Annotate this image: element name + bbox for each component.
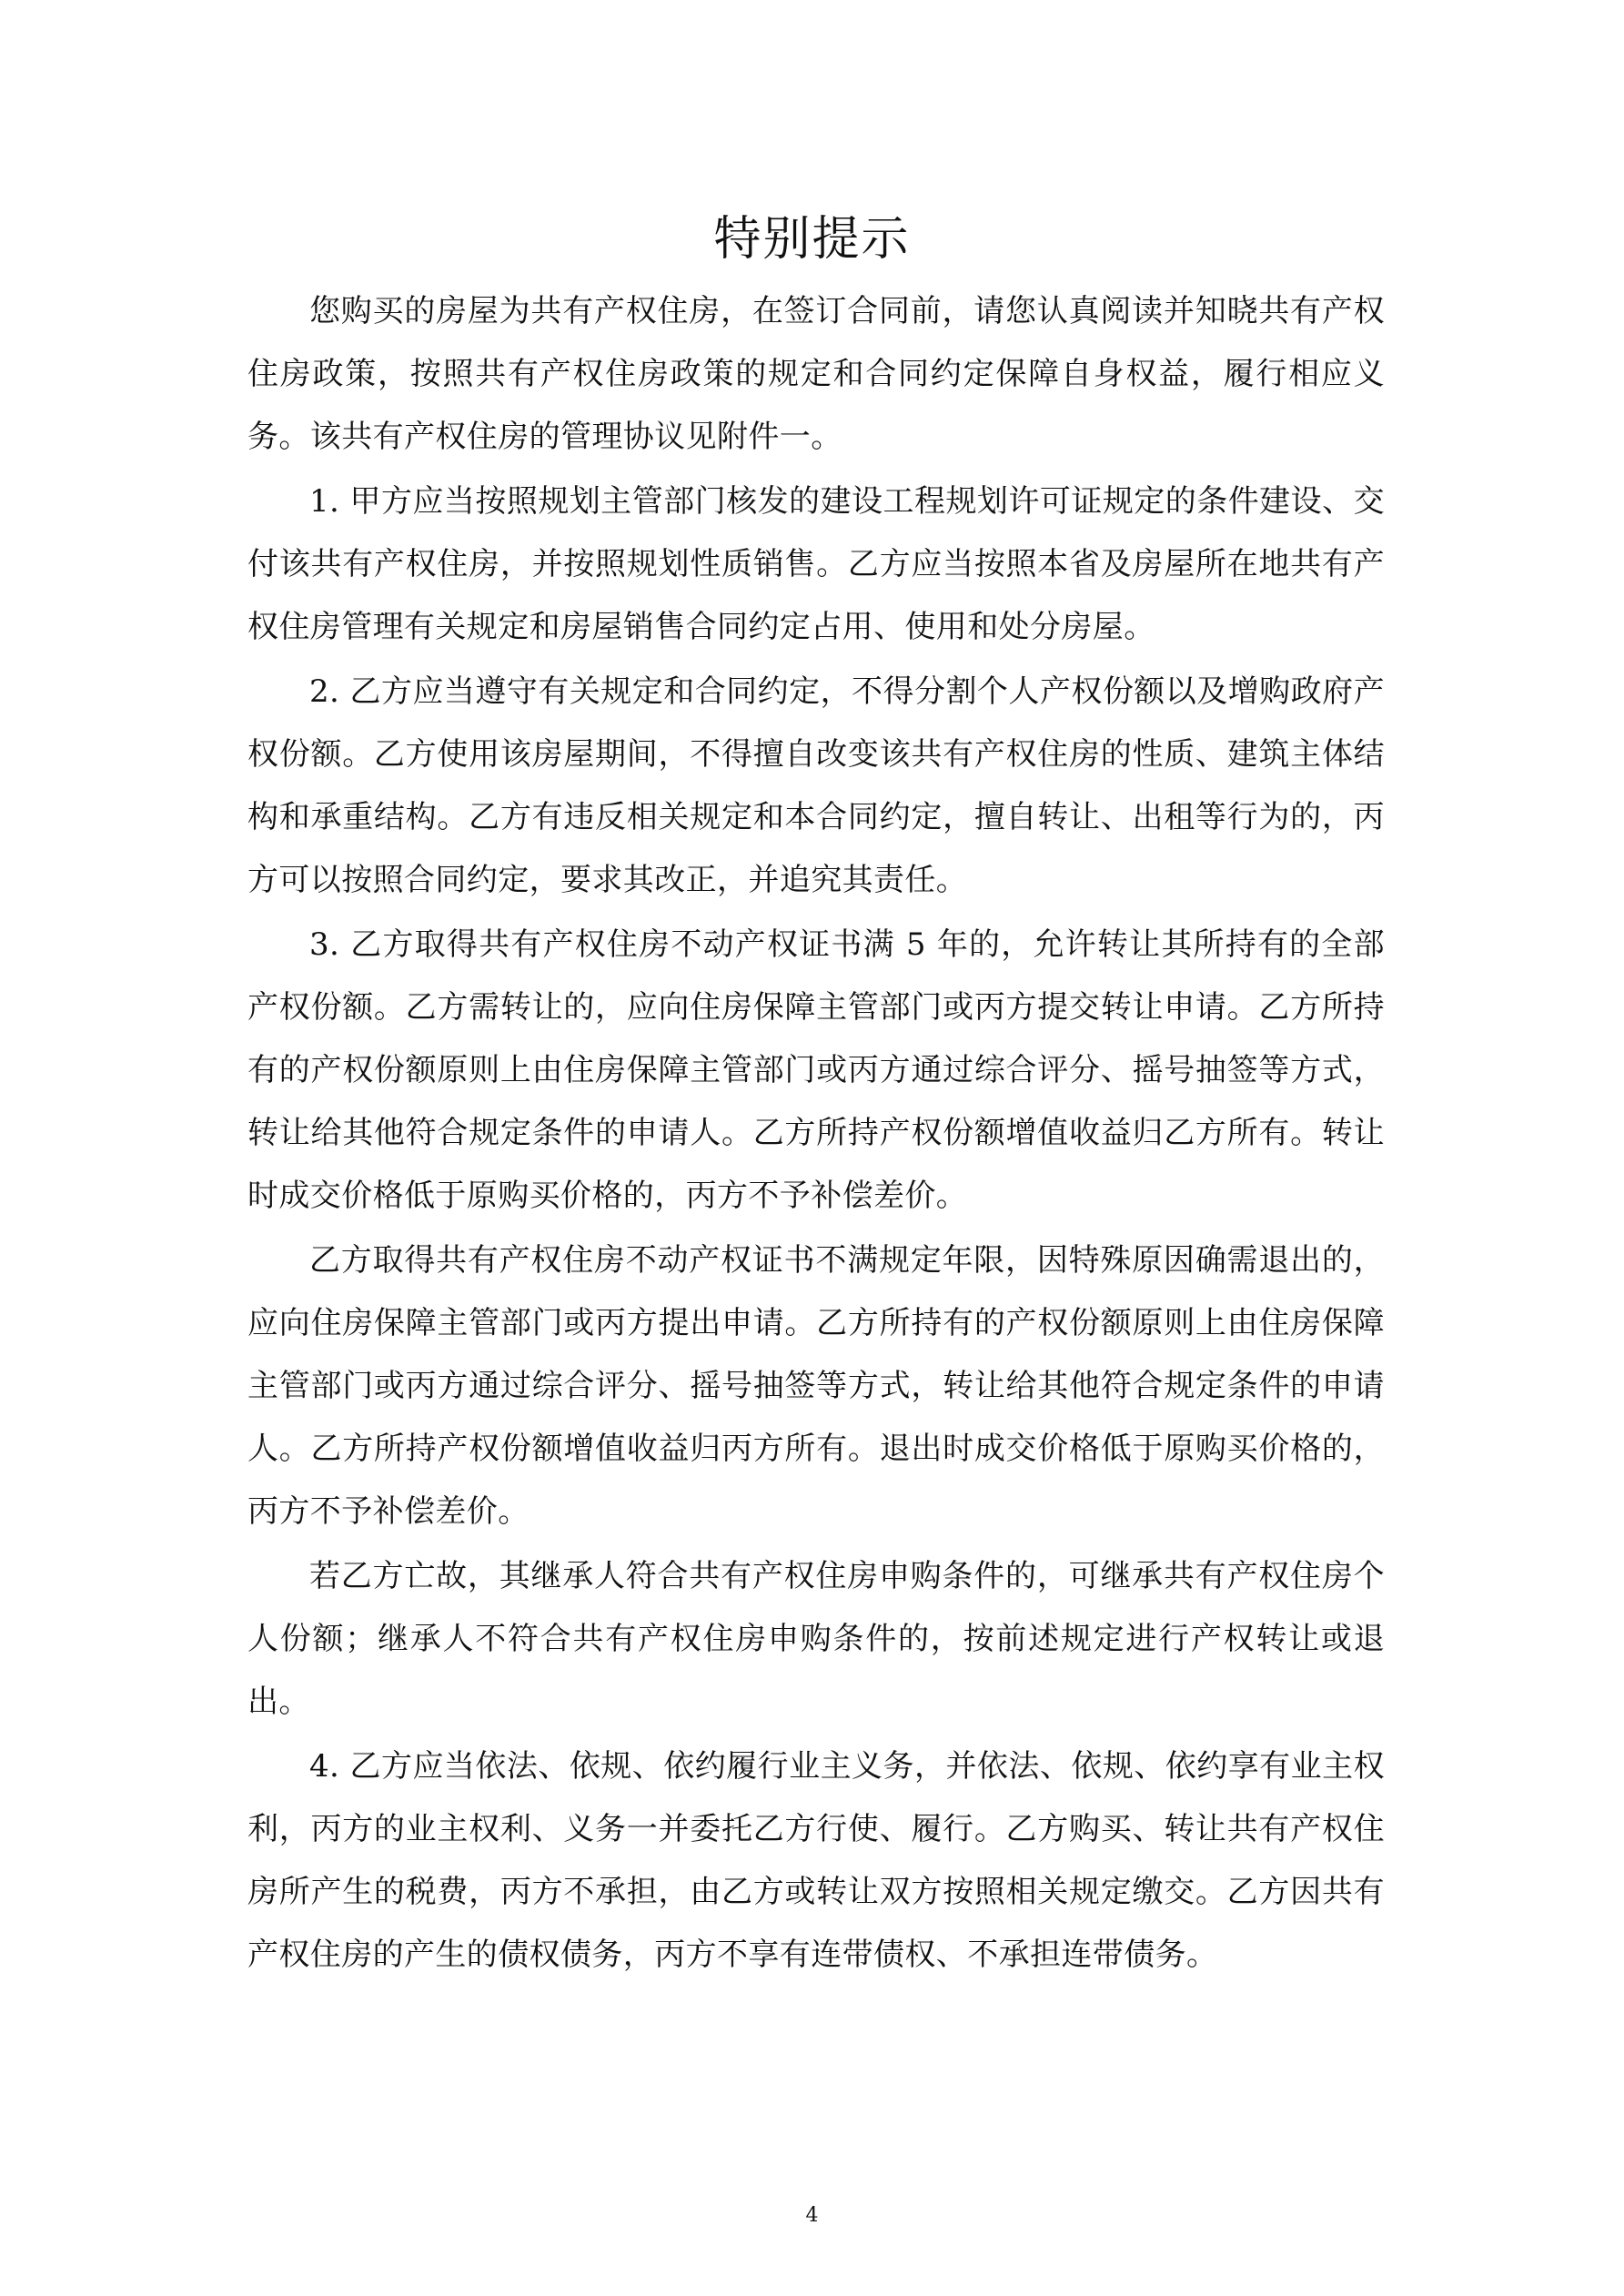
clause-4-paragraph: 4. 乙方应当依法、依规、依约履行业主义务，并依法、依规、依约享有业主权利，丙方的业主权利、义务一并委托乙方行使、履行。乙方购买、转让共有产权住房所产生的税费，丙方不承担，由乙方或转让双方按照相关规定缴交。乙方因共有产权住房的产生的债权债务，丙方不享有连带债权、不承担连带债务。 <box>247 1748 1385 1973</box>
page-number: 4 <box>805 2204 819 2227</box>
clause-1-paragraph: 1. 甲方应当按照规划主管部门核发的建设工程规划许可证规定的条件建设、交付该共有产权住房，并按照规划性质销售。乙方应当按照本省及房屋所在地共有产权住房管理有关规定和房屋销售合同约定占用、使用和处分房屋。 <box>247 483 1385 645</box>
early-exit-paragraph: 乙方取得共有产权住房不动产权证书不满规定年限，因特殊原因确需退出的，应向住房保障主管部门或丙方提出申请。乙方所持有的产权份额原则上由住房保障主管部门或丙方通过综合评分、摇号抽签等方式，转让给其他符合规定条件的申请人。乙方所持产权份额增值收益归丙方所有。退出时成交价格低于原购买价格的，丙方不予补偿差价。 <box>247 1242 1385 1530</box>
clause-3-paragraph: 3. 乙方取得共有产权住房不动产权证书满 5 年的，允许转让其所持有的全部产权份额。乙方需转让的，应向住房保障主管部门或丙方提交转让申请。乙方所持有的产权份额原则上由住房保障主管部门或丙方通过综合评分、摇号抽签等方式，转让给其他符合规定条件的申请人。乙方所持产权份额增值收益归乙方所有。转让时成交价格低于原购买价格的，丙方不予补偿差价。 <box>247 926 1385 1214</box>
page-title: 特别提示 <box>713 212 911 267</box>
clause-2-paragraph: 2. 乙方应当遵守有关规定和合同约定，不得分割个人产权份额以及增购政府产权份额。乙方使用该房屋期间，不得擅自改变该共有产权住房的性质、建筑主体结构和承重结构。乙方有违反相关规定和本合同约定，擅自转让、出租等行为的，丙方可以按照合同约定，要求其改正，并追究其责任。 <box>247 673 1385 898</box>
document-body <box>247 280 1385 1987</box>
inheritance-paragraph: 若乙方亡故，其继承人符合共有产权住房申购条件的，可继承共有产权住房个人份额；继承人不符合共有产权住房申购条件的，按前述规定进行产权转让或退出。 <box>247 1558 1385 1720</box>
intro-paragraph: 您购买的房屋为共有产权住房，在签订合同前，请您认真阅读并知晓共有产权住房政策，按照共有产权住房政策的规定和合同约定保障自身权益，履行相应义务。该共有产权住房的管理协议见附件一。 <box>247 293 1385 455</box>
